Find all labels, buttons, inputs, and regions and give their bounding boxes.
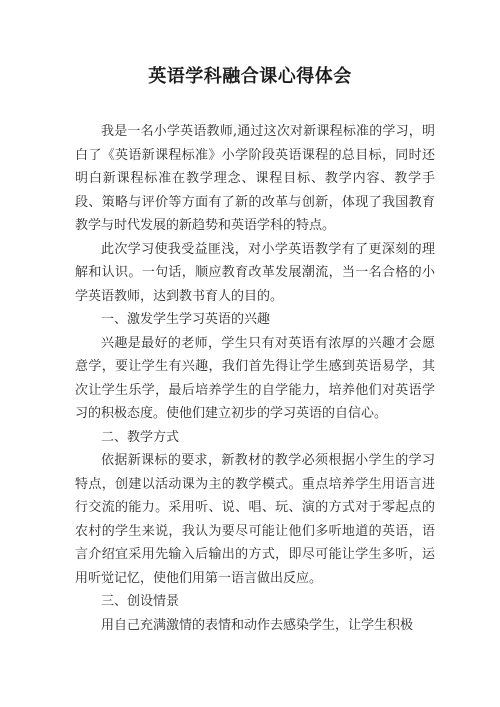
paragraph-scenario: 用自己充满激情的表情和动作去感染学生，让学生积极 [101,617,414,633]
document-title: 英语学科融合课心得体会 [148,66,352,87]
section-heading-scenario: 三、创设情景 [101,594,180,609]
section-heading-interest: 一、激发学生学习英语的兴趣 [101,312,271,327]
section-heading-teaching-method: 二、教学方式 [101,429,180,445]
paragraph-learning-gain: 此次学习使我受益匪浅，对小学英语教学有了更深刻的理解和认识。一句话，顺应教育改革发展潮流，当一名合格的小学英语教师，达到教书育人的目的。 [75,241,435,304]
paragraph-interest: 兴趣是最好的老师，学生只有对英语有浓厚的兴趣才会愿意学，要让学生有兴趣，我们首先得让学生感到英语易学，其次让学生乐学，最后培养学生的自学能力，培养他们对英语学习的积极态度。使他们建立初步的学习英语的自信心。 [75,335,435,421]
document-body [75,120,435,637]
paragraph-teaching-method: 依据新课标的要求，新教材的教学必须根据小学生的学习特点，创建以活动课为主的教学模式。重点培养学生用语言进行交流的能力。采用听、说、唱、玩、演的方式对于零起点的农村的学生来说，我认为要尽可能让他们多听地道的英语，语言介绍宜采用先输入后输出的方式，即尽可能让学生多听，运用听觉记忆，使他们用第一语言做出反应。 [75,453,435,586]
paragraph-intro: 我是一名小学英语教师,通过这次对新课程标准的学习，明白了《英语新课程标准》小学阶段英语课程的总目标，同时还明白新课程标准在教学理念、课程目标、教学内容、教学手段、策略与评价等方面有了新的改革与创新，体现了我国教育教学与时代发展的新趋势和英语学科的特点。 [75,124,435,233]
